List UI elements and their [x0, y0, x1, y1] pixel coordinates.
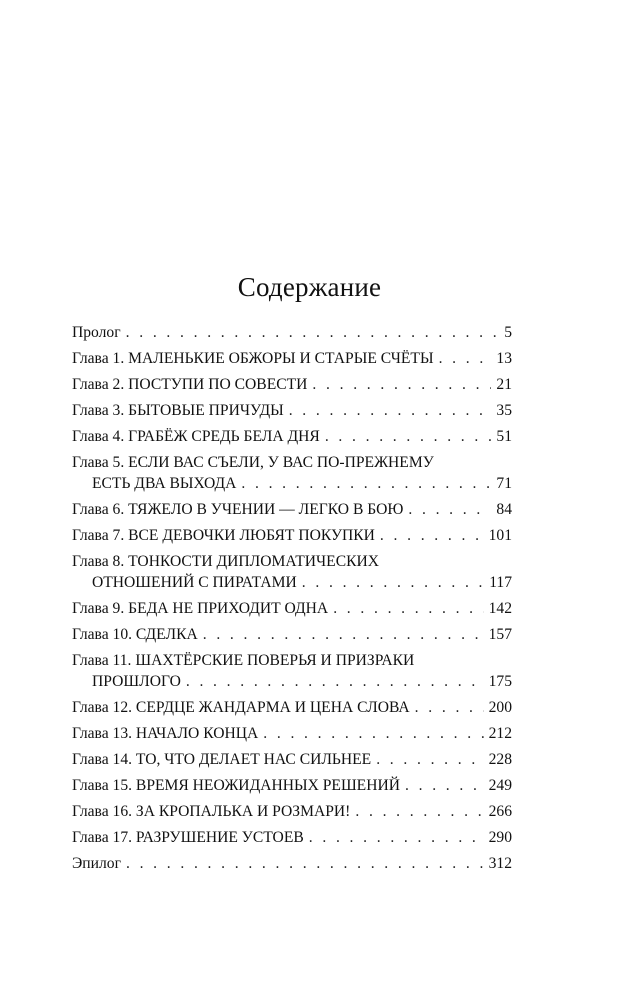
toc-entry-title: Глава 3. БЫТОВЫЕ ПРИЧУДЫ [72, 402, 284, 419]
toc-entry[interactable] [72, 801, 512, 822]
dot-leader [376, 749, 483, 770]
dot-leader [405, 775, 484, 796]
toc-entry-title: Глава 9. БЕДА НЕ ПРИХОДИТ ОДНА [72, 600, 329, 617]
toc-entry[interactable] [72, 348, 512, 369]
toc-page-number: 157 [488, 626, 512, 643]
toc-entry[interactable] [72, 598, 512, 619]
toc-entry-line [72, 400, 512, 421]
toc-page-number: 142 [488, 600, 512, 617]
toc-entry[interactable] [72, 452, 512, 494]
dot-leader [312, 374, 491, 395]
toc-entry-line [72, 723, 512, 744]
toc-page-number: 228 [488, 751, 512, 768]
toc-entry[interactable] [72, 827, 512, 848]
toc-entry[interactable] [72, 499, 512, 520]
dot-leader [380, 525, 484, 546]
toc-entry[interactable] [72, 426, 512, 447]
toc-entry-title: Глава 5. ЕСЛИ ВАС СЪЕЛИ, У ВАС ПО-ПРЕЖНЕМУ [72, 454, 434, 471]
toc-entry-line [72, 624, 512, 645]
toc-entry-title: ЕСТЬ ДВА ВЫХОДА [92, 475, 237, 492]
toc-entry-line [72, 551, 512, 572]
toc-entry-title: Глава 1. МАЛЕНЬКИЕ ОБЖОРЫ И СТАРЫЕ СЧЁТЫ [72, 350, 434, 367]
toc-page-number: 290 [488, 829, 512, 846]
toc-entry-line [72, 827, 512, 848]
toc-entry[interactable] [72, 650, 512, 692]
toc-entry-line [72, 525, 512, 546]
toc-entry-title: Глава 8. ТОНКОСТИ ДИПЛОМАТИЧЕСКИХ [72, 553, 380, 570]
dot-leader [439, 348, 492, 369]
toc-entry[interactable] [72, 400, 512, 421]
toc-entry-line [72, 801, 512, 822]
toc-page-number: 212 [488, 725, 512, 742]
toc-entry[interactable] [72, 697, 512, 718]
toc-entry-title: Глава 14. ТО, ЧТО ДЕЛАЕТ НАС СИЛЬНЕЕ [72, 751, 372, 768]
dot-leader [241, 473, 491, 494]
toc-entry-title: Глава 11. ШАХТЁРСКИЕ ПОВЕРЬЯ И ПРИЗРАКИ [72, 652, 415, 669]
toc-entry-title: Эпилог [72, 855, 121, 872]
toc-page-number: 51 [496, 428, 512, 445]
dot-leader [263, 723, 483, 744]
dot-leader [309, 827, 484, 848]
toc-page-number: 312 [488, 855, 512, 872]
page-title: Содержание [237, 272, 382, 302]
toc-entry-line [72, 473, 512, 494]
toc-entry-title: Глава 4. ГРАБЁЖ СРЕДЬ БЕЛА ДНЯ [72, 428, 320, 445]
toc-entry[interactable] [72, 853, 512, 874]
toc-entry[interactable] [72, 322, 512, 343]
dot-leader [302, 572, 484, 593]
toc-page-number: 266 [488, 803, 512, 820]
dot-leader [186, 671, 484, 692]
toc-entry-title: Глава 16. ЗА КРОПАЛЬКА И РОЗМАРИ! [72, 803, 351, 820]
toc-entry-title: Глава 10. СДЕЛКА [72, 626, 198, 643]
toc-entry-line [72, 598, 512, 619]
dot-leader [289, 400, 492, 421]
toc-entry[interactable] [72, 551, 512, 593]
toc-page-number: 71 [496, 475, 512, 492]
dot-leader [333, 598, 483, 619]
toc-entry[interactable] [72, 525, 512, 546]
toc-entry-title: Глава 17. РАЗРУШЕНИЕ УСТОЕВ [72, 829, 304, 846]
toc-entry[interactable] [72, 775, 512, 796]
toc-entry-line [72, 671, 512, 692]
toc-entry-title: Глава 2. ПОСТУПИ ПО СОВЕСТИ [72, 376, 308, 393]
dot-leader [408, 499, 491, 520]
toc-entry[interactable] [72, 723, 512, 744]
toc-entry[interactable] [72, 374, 512, 395]
dot-leader [415, 697, 484, 718]
toc-entry-title: Глава 15. ВРЕМЯ НЕОЖИДАННЫХ РЕШЕНИЙ [72, 777, 400, 794]
toc-page-number: 35 [496, 402, 512, 419]
toc-page-number: 200 [488, 699, 512, 716]
toc-entry-line [72, 426, 512, 447]
toc-entry-line [72, 499, 512, 520]
toc-page-number: 21 [496, 376, 512, 393]
toc-page-number: 84 [496, 501, 512, 518]
dot-leader [126, 853, 484, 874]
toc-page-number: 249 [488, 777, 512, 794]
dot-leader [355, 801, 483, 822]
toc-entry-line [72, 374, 512, 395]
toc-entry-title: Глава 6. ТЯЖЕЛО В УЧЕНИИ — ЛЕГКО В БОЮ [72, 501, 404, 518]
toc-page-number: 101 [488, 527, 512, 544]
table-of-contents [72, 322, 512, 879]
toc-page-number: 5 [504, 324, 512, 341]
toc-entry-line [72, 348, 512, 369]
toc-page-number: 13 [496, 350, 512, 367]
toc-entry-line [72, 697, 512, 718]
toc-entry-title: Глава 13. НАЧАЛО КОНЦА [72, 725, 259, 742]
dot-leader [203, 624, 484, 645]
toc-page-number: 175 [488, 673, 512, 690]
toc-entry[interactable] [72, 749, 512, 770]
toc-entry-line [72, 452, 512, 473]
dot-leader [126, 322, 500, 343]
toc-entry-line [72, 775, 512, 796]
toc-entry-line [72, 322, 512, 343]
toc-entry-title: Глава 12. СЕРДЦЕ ЖАНДАРМА И ЦЕНА СЛОВА [72, 699, 410, 716]
toc-entry-title: Пролог [72, 324, 121, 341]
toc-entry-title: Глава 7. ВСЕ ДЕВОЧКИ ЛЮБЯТ ПОКУПКИ [72, 527, 375, 544]
toc-entry-line [72, 853, 512, 874]
toc-entry-title: ПРОШЛОГО [92, 673, 181, 690]
toc-entry-line [72, 572, 512, 593]
toc-entry-line [72, 749, 512, 770]
dot-leader [325, 426, 492, 447]
toc-entry[interactable] [72, 624, 512, 645]
toc-entry-title: ОТНОШЕНИЙ С ПИРАТАМИ [92, 574, 297, 591]
toc-entry-line [72, 650, 512, 671]
toc-page-number: 117 [489, 574, 512, 591]
